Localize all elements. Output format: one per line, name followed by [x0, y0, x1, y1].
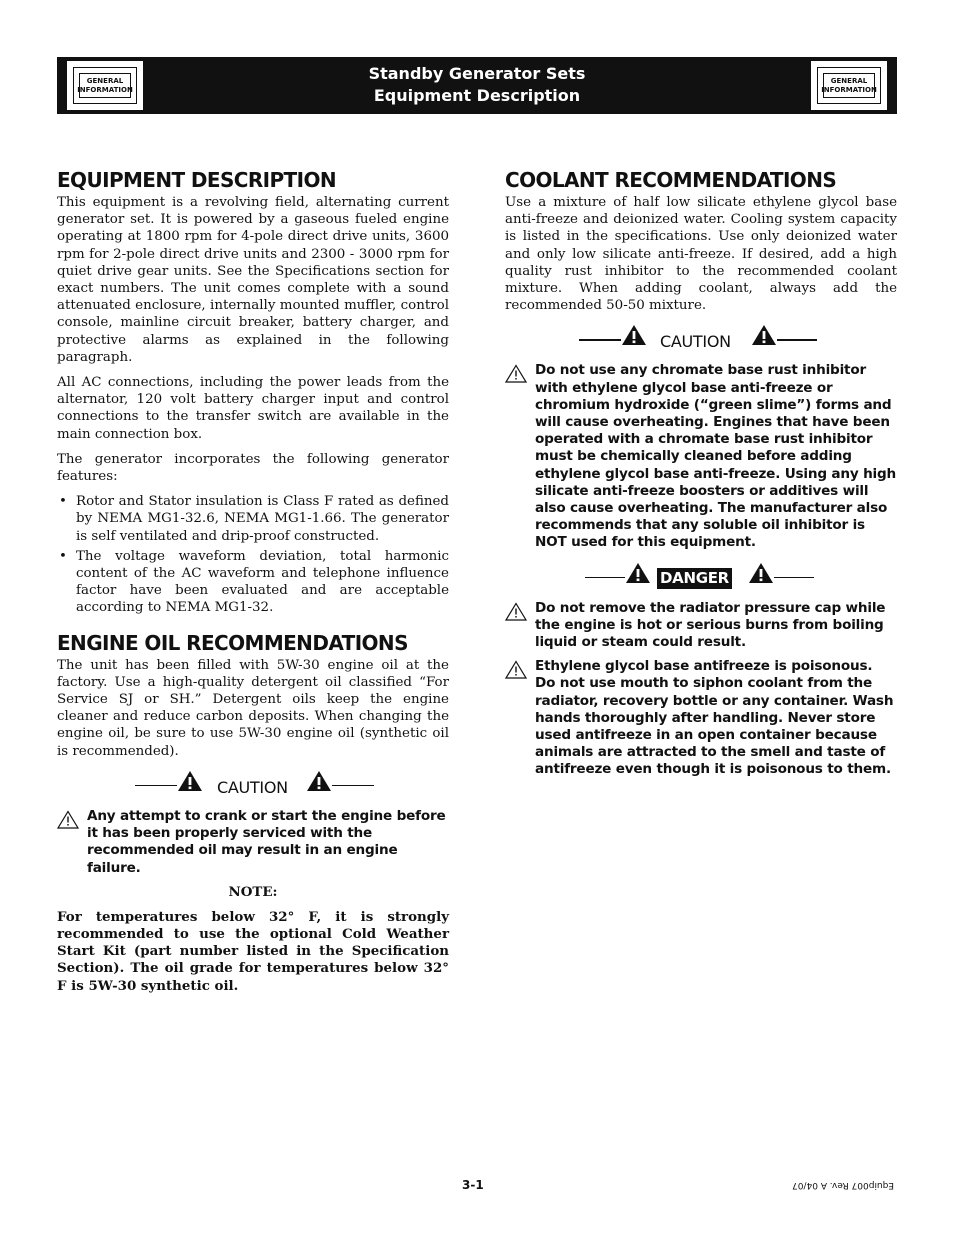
warning-triangle-icon	[751, 324, 777, 346]
engine-oil-paragraph: The unit has been filled with 5W-30 engine oil at the factory. Use a high-quality detergent oil classified “For Service SJ or SH.” Detergent oils keep the engine cleaner and reduce carbon deposits. When changing the engine oil, be sure to use 5W-30 engine oil (synthetic oil is recommended).	[57, 657, 449, 759]
oil-caution-warning	[57, 808, 449, 877]
caution-label: CAUTION	[660, 332, 731, 352]
equipment-description-heading: EQUIPMENT DESCRIPTION	[57, 168, 336, 192]
list-item-text: Rotor and Stator insulation is Class F rated as defined by NEMA MG1-32.6, NEMA MG1-1.66. The generator is self ventilated and drip-proof constructed.	[76, 494, 449, 544]
badge-text-line2: INFORMATION	[77, 85, 133, 94]
note-text: For temperatures below 32° F, it is strongly recommended to use the optional Cold Weather Start Kit (part number listed in the Specification Section). The oil grade for temperatures below 32° F is 5W-30 synthetic oil.	[57, 908, 449, 994]
left-column	[57, 166, 449, 995]
warning-text: Ethylene glycol base antifreeze is poisonous. Do not use mouth to siphon coolant from the radiator, recovery bottle or any container. Wash hands thoroughly after handling. Never store used antifreeze in an open container because animals are attracted to the smell and taste of antifreeze even though it is poisonous to them.	[535, 658, 894, 778]
page-number: 3-1	[462, 1178, 484, 1192]
danger-signal	[505, 562, 897, 596]
header-title	[57, 63, 897, 107]
badge-text-line1: GENERAL	[86, 76, 124, 85]
warning-outline-icon	[57, 810, 79, 829]
caution-signal-oil	[57, 770, 449, 804]
equipment-paragraph-3: The generator incorporates the following generator features:	[57, 451, 449, 485]
header-title-line2: Equipment Description	[373, 86, 581, 105]
warning-outline-icon	[505, 602, 527, 621]
warning-text: Any attempt to crank or start the engine before it has been properly serviced with the recommended oil may result in an engine failure.	[87, 807, 446, 876]
danger-warning-antifreeze	[505, 658, 897, 778]
page-header	[57, 57, 897, 114]
badge-text-line1: GENERAL	[830, 76, 868, 85]
warning-triangle-icon	[306, 770, 332, 792]
coolant-paragraph: Use a mixture of half low silicate ethylene glycol base anti-freeze and deionized water. Cooling system capacity is listed in the specifications. Use only deionized water and only low silicate anti-freeze. If desired, add a high quality rust inhibitor to the recommended coolant mixture. When adding coolant, always add the recommended 50-50 mixture.	[505, 195, 897, 314]
engine-oil-heading: ENGINE OIL RECOMMENDATIONS	[57, 630, 408, 655]
warning-triangle-icon	[748, 562, 774, 584]
warning-text: Do not remove the radiator pressure cap while the engine is hot or serious burns from boiling liquid or steam could result.	[535, 599, 886, 651]
warning-triangle-icon	[177, 770, 203, 792]
danger-label: DANGER	[657, 568, 732, 589]
warning-outline-icon	[505, 364, 527, 383]
warning-text: Do not use any chromate base rust inhibitor with ethylene glycol base anti-freeze or chromium hydroxide (“green slime”) forms and will cause overheating. Engines that have been operated with a chromate base rust inhibitor must be chemically cleaned before adding ethylene glycol base anti-freeze. Using any high silicate anti-freeze boosters or additives will also cause overheating. The manufacturer also recommends that any soluble oil inhibitor is NOT used for this equipment.	[535, 362, 897, 551]
list-item: • The voltage waveform deviation, total harmonic content of the AC waveform and telephone influence factor have been evaluated and are acceptable according to NEMA MG1-32.	[59, 548, 449, 616]
caution-label: CAUTION	[217, 777, 288, 797]
header-title-line1: Standby Generator Sets	[368, 64, 586, 83]
badge-text-line2: INFORMATION	[821, 85, 877, 94]
generator-features-list	[57, 493, 449, 616]
warning-outline-icon	[505, 660, 527, 679]
caution-signal-coolant	[505, 324, 897, 358]
coolant-caution-warning	[505, 362, 897, 551]
coolant-heading: COOLANT RECOMMENDATIONS	[505, 168, 837, 192]
general-information-badge-right	[811, 61, 887, 110]
right-column	[505, 166, 897, 786]
danger-warning-radiator-cap	[505, 600, 897, 652]
note-label: NOTE:	[228, 883, 278, 900]
equipment-paragraph-1: This equipment is a revolving field, alternating current generator set. It is powered by a gaseous fueled engine operating at 1800 rpm for 4-pole direct drive units, 3600 rpm for 2-pole direct drive units and 2300 - 3000 rpm for quiet drive gear units. See the Specifications section for exact numbers. The unit comes complete with a sound attenuated enclosure, internally mounted muffler, control console, mainline circuit breaker, battery charger, and protective alarms as explained in the following paragraph.	[57, 195, 449, 365]
warning-triangle-icon	[621, 324, 647, 346]
warning-triangle-icon	[625, 562, 651, 584]
list-item: • Rotor and Stator insulation is Class F rated as defined by NEMA MG1-32.6, NEMA MG1-1.66. The generator is self ventilated and drip-proof constructed.	[59, 494, 449, 544]
document-id: Equip007 Rev. A 04/07	[792, 1180, 895, 1190]
list-item-text: The voltage waveform deviation, total harmonic content of the AC waveform and telephone influence factor have been evaluated and are acceptable according to NEMA MG1-32.	[76, 548, 449, 616]
equipment-paragraph-2: All AC connections, including the power leads from the alternator, 120 volt battery charger input and control connections to the transfer switch are available in the main connection box.	[57, 375, 449, 442]
